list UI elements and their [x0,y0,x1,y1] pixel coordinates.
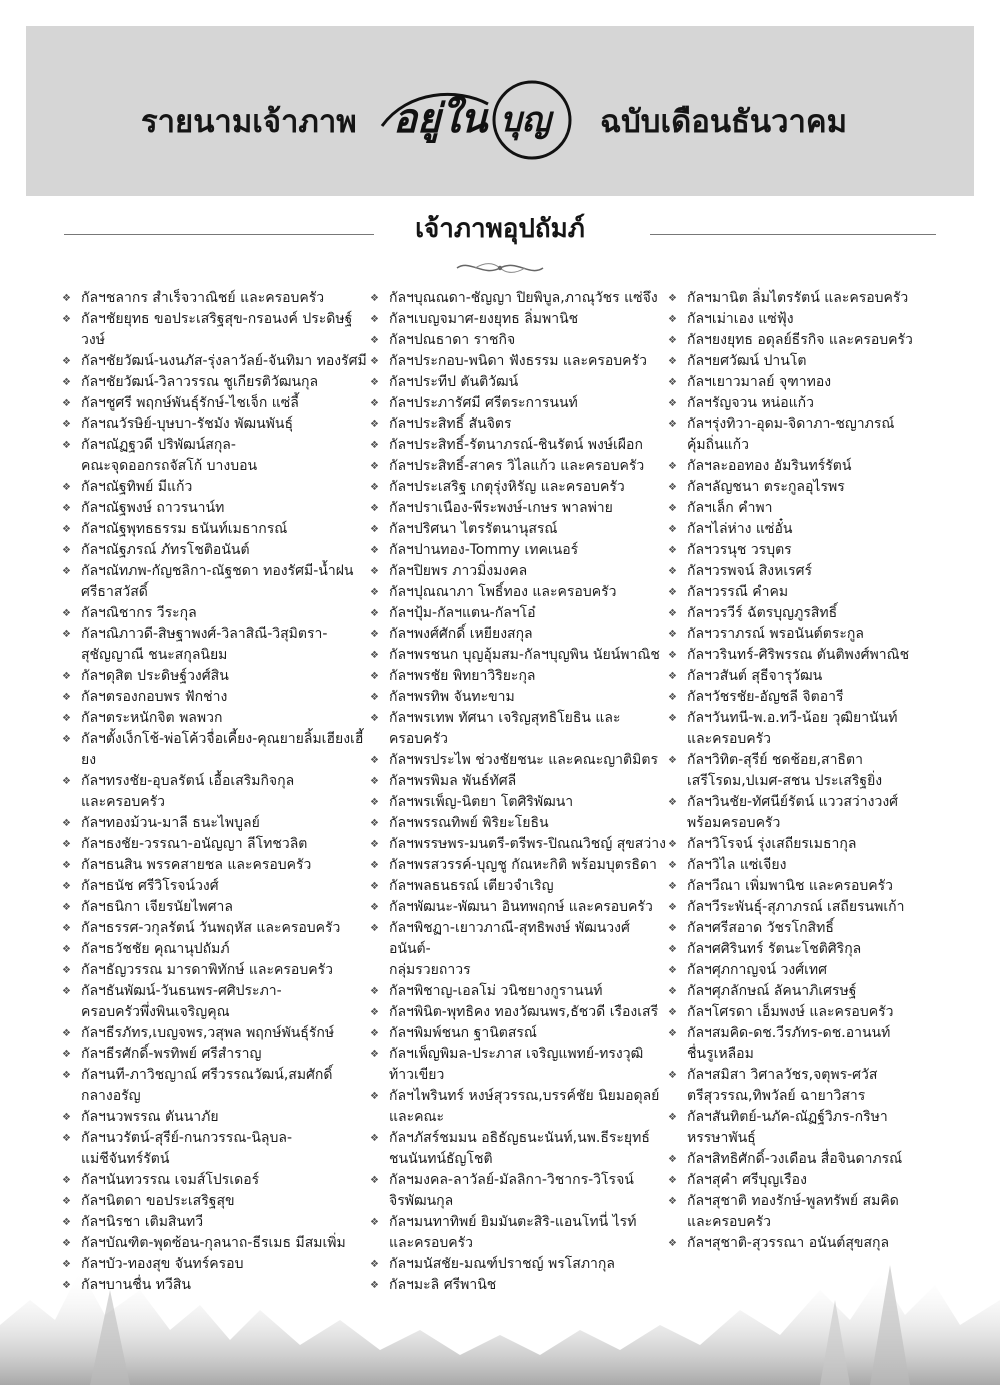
sponsor-name-item: ❖ กัลฯลัญชนา ตระกูลอุไรพร [668,477,958,498]
sponsor-name-item: ❖ กัลฯชัยวัฒน์-นงนภัส-รุ่งลาวัลย์-จันทิมา ทองรัศมี [62,351,367,372]
sponsor-list-column-1 [62,288,367,1296]
sponsor-name-item: ❖ กัลฯวินชัย-ทัศนีย์รัตน์ แววสว่างวงศ์ พร้อมครอบครัว [668,792,958,834]
sponsor-name-item: ❖ กัลฯสุชาติ ทองรักษ์-พูลทรัพย์ สมคิด และครอบครัว [668,1191,958,1233]
sponsor-name-item: ❖ กัลฯวสันต์ สุธีจารุวัฒน [668,666,958,687]
sponsor-name-item: ❖ กัลฯชลากร สำเร็จวาณิชย์ และครอบครัว [62,288,367,309]
sponsor-name-item: ❖ กัลฯประเสริฐ เกตุรุ่งหิรัญ และครอบครัว [370,477,670,498]
sponsor-name-item: ❖ กัลฯไล่ห่าง แซ่อั๋น [668,519,958,540]
sponsor-name-item: ❖ กัลฯธนิกา เจียรนัยไพศาล [62,897,367,918]
sponsor-name-item: ❖ กัลฯพรรณทิพย์ พิริยะโยธิน [370,813,670,834]
sponsor-name-item: ❖ กัลฯปริศนา ไตรรัตนานุสรณ์ [370,519,670,540]
sponsor-name-item: ❖ กัลฯวรพจน์ สิงหเรศร์ [668,561,958,582]
sponsor-name-item: ❖ กัลฯมงคล-ลาวัลย์-มัลลิกา-วิชากร-วิโรจน์ จิรพัฒนกุล [370,1170,670,1212]
sponsor-name-item: ❖ กัลฯณิชากร วีระกุล [62,603,367,624]
sponsor-name-item: ❖ กัลฯดุสิต ประดิษฐ์วงศ์สิน [62,666,367,687]
sponsor-name-item: ❖ กัลฯบัณฑิต-พุดซ้อน-กุลนาถ-ธีรเมธ มีสมเพิ่ม [62,1233,367,1254]
sponsor-name-item: ❖ กัลฯไพรินทร์ หงษ์สุวรรณ,บรรค์ชัย นิยมอดุลย์ และคณะ [370,1086,670,1128]
sponsor-name-item: ❖ กัลฯวราภรณ์ พรอนันต์ตระกูล [668,624,958,645]
sponsor-name-item: ❖ กัลฯสุคำ ศรีบุญเรือง [668,1170,958,1191]
sponsor-name-item: ❖ กัลฯประกอบ-พนิดา ฟังธรรม และครอบครัว [370,351,670,372]
sponsor-name-item: ❖ กัลฯสมิสา วิศาลวัชร,จตุพร-ศวัส ตรีสุวรรณ,ทิพวัลย์ ฉายาวิสาร [668,1065,958,1107]
sponsor-name-item: ❖ กัลฯศรีสอาด วัชรโกสิทธิ์ [668,918,958,939]
sponsor-name-item: ❖ กัลฯวีระพันธุ์-สุภาภรณ์ เสถียรนพเก้า [668,897,958,918]
sponsor-name-item: ❖ กัลฯปุ้ม-กัลฯแตน-กัลฯโอ๋ [370,603,670,624]
sponsor-name-item: ❖ กัลฯทรงชัย-อุบลรัตน์ เอื้อเสริมกิจกุล และครอบครัว [62,771,367,813]
sponsor-name-item: ❖ กัลฯเยาวมาลย์ จุฑาทอง [668,372,958,393]
sponsor-name-item: ❖ กัลฯพิชาญ-เอลโม่ วนิชยางกูรานนท์ [370,981,670,1002]
sponsor-name-item: ❖ กัลฯเบญจมาศ-ยงยุทธ ลิ่มพานิช [370,309,670,330]
sponsor-name-item: ❖ กัลฯพงศ์ศักดิ์ เหยียงสกุล [370,624,670,645]
sponsor-name-item: ❖ กัลฯมนทาทิพย์ ยิมมันตะสิริ-แอนโทนี่ ไรท์ และครอบครัว [370,1212,670,1254]
sponsor-name-item: ❖ กัลฯณัฐพุทธธรรม ธนันท์เมธากรณ์ [62,519,367,540]
sponsor-name-item: ❖ กัลฯวิไล แซ่เจียง [668,855,958,876]
sponsor-name-item: ❖ กัลฯเล็ก คำพา [668,498,958,519]
sponsor-name-item: ❖ กัลฯวรวีร์ ฉัตรบุญภูรสิทธิ์ [668,603,958,624]
sponsor-name-item: ❖ กัลฯวิทิต-สุรีย์ ชดช้อย,สาธิตา เสรีโรดม,ปเมศ-สชน ประเสริฐยิ่ง [668,750,958,792]
sponsor-name-item: ❖ กัลฯพัฒนะ-พัฒนา อินทพฤกษ์ และครอบครัว [370,897,670,918]
sponsor-name-item: ❖ กัลฯธงชัย-วรรณา-อนัญญา ลีโทชวลิต [62,834,367,855]
sponsor-name-item: ❖ กัลฯบานชื่น ทวีสิน [62,1275,367,1296]
sponsor-name-item: ❖ กัลฯปุณณาภา โพธิ์ทอง และครอบครัว [370,582,670,603]
issue-title: ฉบับเดือนธันวาคม [600,104,848,140]
sponsor-name-item: ❖ กัลฯชัยวัฒน์-วิลาวรรณ ชูเกียรติวัฒนกุล [62,372,367,393]
sponsor-name-item: ❖ กัลฯณัฏฐวดี ปริพัฒน์สกุล- คณะจุดออกรถจัสโก้ บางบอน [62,435,367,477]
sponsor-name-item: ❖ กัลฯพรชัย พิทยาวิริยะกุล [370,666,670,687]
sponsor-name-item: ❖ กัลฯธันพัฒน์-วันธนพร-ศศิประภา- ครอบครัวพึ่งพินเจริญคุณ [62,981,367,1023]
sponsor-list-column-2 [370,288,670,1296]
sponsor-name-item: ❖ กัลฯบัว-ทองสุข จันทร์ครอบ [62,1254,367,1275]
sponsor-name-item: ❖ กัลฯศุภกาญจน์ วงศ์เทศ [668,960,958,981]
sponsor-name-item: ❖ กัลฯธัญวรรณ มารดาพิทักษ์ และครอบครัว [62,960,367,981]
sponsor-name-item: ❖ กัลฯตรองกอบพร ฟักช่าง [62,687,367,708]
sponsor-name-item: ❖ กัลฯมานิต ลิ่มไตรรัตน์ และครอบครัว [668,288,958,309]
sponsor-name-item: ❖ กัลฯสุชาติ-สุวรรณา อนันต์สุขสกุล [668,1233,958,1254]
sponsor-list-column-3 [668,288,958,1254]
sponsor-name-item: ❖ กัลฯพิมพ์ชนก ฐานิตสรณ์ [370,1023,670,1044]
sponsor-name-item: ❖ กัลฯประสิทธิ์-สาคร วิไลแก้ว และครอบครัว [370,456,670,477]
sponsor-name-item: ❖ กัลฯรัญจวน หน่อแก้ว [668,393,958,414]
sponsor-name-item: ❖ กัลฯณิภาวดี-สิษฐาพงศ์-วิลาสิณี-วิสุมิตรา- สุชัญญาณี ชนะสกุลนิยม [62,624,367,666]
sponsor-name-item: ❖ กัลฯสิทธิศักดิ์-วงเดือน สื่อจินดาภรณ์ [668,1149,958,1170]
sponsor-name-item: ❖ กัลฯณวัรษิย์-บุษบา-รัชมัง พัฒนพันธุ์ [62,414,367,435]
sponsor-name-item: ❖ กัลฯณัฐทิพย์ มีแก้ว [62,477,367,498]
sponsor-name-item: ❖ กัลฯประสิทธิ์-รัตนาภรณ์-ชินรัตน์ พงษ์เผือก [370,435,670,456]
sponsor-name-item: ❖ กัลฯวิโรจน์ รุ่งเสถียรเมธากุล [668,834,958,855]
sponsor-name-item: ❖ กัลฯพรชนก บุญอุ้มสม-กัลฯบุญพิน นัยน์พาณิช [370,645,670,666]
sponsor-name-item: ❖ กัลฯยศวัฒน์ ปานโต [668,351,958,372]
sponsor-name-item: ❖ กัลฯนันทวรรณ เจมส์โปรเดอร์ [62,1170,367,1191]
sponsor-name-item: ❖ กัลฯณัฐพงษ์ ถาวรนาน์ท [62,498,367,519]
sponsor-name-item: ❖ กัลฯนิรชา เติมสินทวี [62,1212,367,1233]
sponsor-name-item: ❖ กัลฯธรรศ-วกุลรัตน์ วันพฤหัส และครอบครัว [62,918,367,939]
sponsor-name-item: ❖ กัลฯพรเพ็ญ-นิตยา โตศิริพัฒนา [370,792,670,813]
sponsor-name-item: ❖ กัลฯธีรภัทร,เบญจพร,วสุพล พฤกษ์พันธุ์รักษ์ [62,1023,367,1044]
logo-word-ayunai: อยู่ใน [393,95,488,142]
sponsor-name-item: ❖ กัลฯพิชฏา-เยาวภาณี-สุทธิพงษ์ พัฒนวงศ์อนันต์- กลุ่มรวยถาวร [370,918,670,981]
sponsor-name-item: ❖ กัลฯพรรษพร-มนตรี-ตรีพร-ปิณณวิชญ์ สุขสว่าง [370,834,670,855]
sponsor-name-item: ❖ กัลฯวรรณี คำคม [668,582,958,603]
sponsor-name-item: ❖ กัลฯประสิทธิ์ สันจิตร [370,414,670,435]
sponsor-name-item: ❖ กัลฯปณธาดา ราชกิจ [370,330,670,351]
logo-word-bun: บุญ [500,100,551,140]
sponsor-name-item: ❖ กัลฯละออทอง อัมรินทร์รัตน์ [668,456,958,477]
sponsor-name-item: ❖ กัลฯวรินทร์-ศิริพรรณ ตันติพงศ์พาณิช [668,645,958,666]
sponsor-name-item: ❖ กัลฯทองม้วน-มาลี ธนะไพบูลย์ [62,813,367,834]
sponsor-name-item: ❖ กัลฯธวัชชัย คุณานุปถัมภ์ [62,939,367,960]
sponsor-name-item: ❖ กัลฯศศิรินทร์ รัตนะโชติศิริกุล [668,939,958,960]
sponsor-name-item: ❖ กัลฯวีณา เพิ่มพานิช และครอบครัว [668,876,958,897]
sponsor-name-item: ❖ กัลฯมะลิ ศรีพานิช [370,1275,670,1296]
sponsor-name-item: ❖ กัลฯนวพรรณ ตันนาภัย [62,1107,367,1128]
sponsor-name-item: ❖ กัลฯสันทิตย์-นภัค-ณัฏฐ์วิภร-กริษา หรรษาพันธุ์ [668,1107,958,1149]
sponsor-name-item: ❖ กัลฯศุภลักษณ์ ลัคนาภิเศรษฐ์ [668,981,958,1002]
sponsor-name-item: ❖ กัลฯพลธนธรณ์ เตียวจำเริญ [370,876,670,897]
sponsor-name-item: ❖ กัลฯมนัสชัย-มณฑ์ปราชญ์ พรโสภากุล [370,1254,670,1275]
sponsor-name-item: ❖ กัลฯเพ็ญพิมล-ประภาส เจริญแพทย์-ทรงวุฒิ ท้าวเขียว [370,1044,670,1086]
sponsor-name-item: ❖ กัลฯพินิต-พุทธิคง ทองวัฒนพร,ธัชวดี เรืองเสรี [370,1002,670,1023]
sponsor-name-item: ❖ กัลฯนที-ภาวิชญาณ์ ศรีวรรณวัฒน์,สมศักดิ์ กลางอรัญ [62,1065,367,1107]
sponsor-name-item: ❖ กัลฯตระหนักจิต พลพวก [62,708,367,729]
flourish-ornament [455,257,545,279]
sponsor-name-item: ❖ กัลฯชัยยุทธ ขอประเสริฐสุข-กรอนงค์ ประดิษฐ์วงษ์ [62,309,367,351]
sponsor-name-item: ❖ กัลฯพรทิพ จันทะขาม [370,687,670,708]
section-title: เจ้าภาพอุปถัมภ์ [415,214,585,244]
sponsor-name-item: ❖ กัลฯธนสิน พรรคสายชล และครอบครัว [62,855,367,876]
sponsor-name-item: ❖ กัลฯณัฐภรณ์ ภัทรโชติอนันต์ [62,540,367,561]
sponsor-name-item: ❖ กัลฯธีรศักดิ์-พรทิพย์ ศรีสำราญ [62,1044,367,1065]
sponsor-name-item: ❖ กัลฯวรนุช วรบุตร [668,540,958,561]
sponsor-name-item: ❖ กัลฯวันทนี-พ.อ.ทวี-น้อย วุฒิยานันท์ และครอบครัว [668,708,958,750]
sponsor-name-item: ❖ กัลฯประทีป ตันติวัฒน์ [370,372,670,393]
sponsor-name-item: ❖ กัลฯโศรดา เอ็มพงษ์ และครอบครัว [668,1002,958,1023]
sponsor-name-item: ❖ กัลฯณัทภพ-กัญชลิกา-ณัฐชดา ทองรัศมี-น้ำฝน ศรีธาสวัสดิ์ [62,561,367,603]
sponsor-name-item: ❖ กัลฯบุณณดา-ชัญญา ปิยพิบูล,ภาณุวัชร แซ่จึง [370,288,670,309]
sponsor-name-item: ❖ กัลฯนิตดา ขอประเสริฐสุข [62,1191,367,1212]
sponsor-name-item: ❖ กัลฯพรประไพ ช่วงชัยชนะ และคณะญาติมิตร [370,750,670,771]
sponsor-name-item: ❖ กัลฯเม่าเอง แซ่ฟุ้ง [668,309,958,330]
sponsor-name-item: ❖ กัลฯพรสวรรค์-บุญชู กัณหะกิติ พร้อมบุตรธิดา [370,855,670,876]
sponsor-name-item: ❖ กัลฯธนัช ศรีวิโรจน์วงศ์ [62,876,367,897]
sponsor-name-item: ❖ กัลฯภัสร์ชมมน อธิธัญธนะนันท์,นพ.ธีระยุทธ์ ชนนันทน์ธัญโชติ [370,1128,670,1170]
sponsor-name-item: ❖ กัลฯรุ่งทิวา-อุดม-จิดาภา-ชญาภรณ์ คุ้มถิ่นแก้ว [668,414,958,456]
sponsor-name-item: ❖ กัลฯพรเทพ ทัศนา เจริญสุทธิโยธิน และครอบครัว [370,708,670,750]
sponsor-name-item: ❖ กัลฯปานทอง-Tommy เทคเนอร์ [370,540,670,561]
sponsor-name-item: ❖ กัลฯยงยุทธ อดุลย์ธีรกิจ และครอบครัว [668,330,958,351]
sponsor-name-item: ❖ กัลฯชูศรี พฤกษ์พันธุ์รักษ์-ไชเจ็ก แซ่ลี้ [62,393,367,414]
divider-right [650,234,936,235]
page-title: รายนามเจ้าภาพ [141,104,357,140]
sponsor-name-item: ❖ กัลฯสมคิด-ดช.วีรภัทร-ดช.อานนท์ ชื่นรูเหลือม [668,1023,958,1065]
sponsor-name-item: ❖ กัลฯปราเนือง-พีระพงษ์-เกษร พาลพ่าย [370,498,670,519]
sponsor-name-item: ❖ กัลฯปิยพร ภาวมิ่งมงคล [370,561,670,582]
sponsor-name-item: ❖ กัลฯพรพิมล พันธ์ทัศลี [370,771,670,792]
sponsor-name-item: ❖ กัลฯนวรัตน์-สุรีย์-กนกวรรณ-นิลุบล- แม่ชีจันทร์รัตน์ [62,1128,367,1170]
sponsor-name-item: ❖ กัลฯวัชรชัย-อัญชลี จิตอารี [668,687,958,708]
sponsor-name-item: ❖ กัลฯตั้งเง็กโช้-พ่อโค้วจื่อเคี้ยง-คุณยายลิ้มเฮียงเฮี้ยง [62,729,367,771]
sponsor-name-item: ❖ กัลฯประภารัศมี ศรีตระการนนท์ [370,393,670,414]
